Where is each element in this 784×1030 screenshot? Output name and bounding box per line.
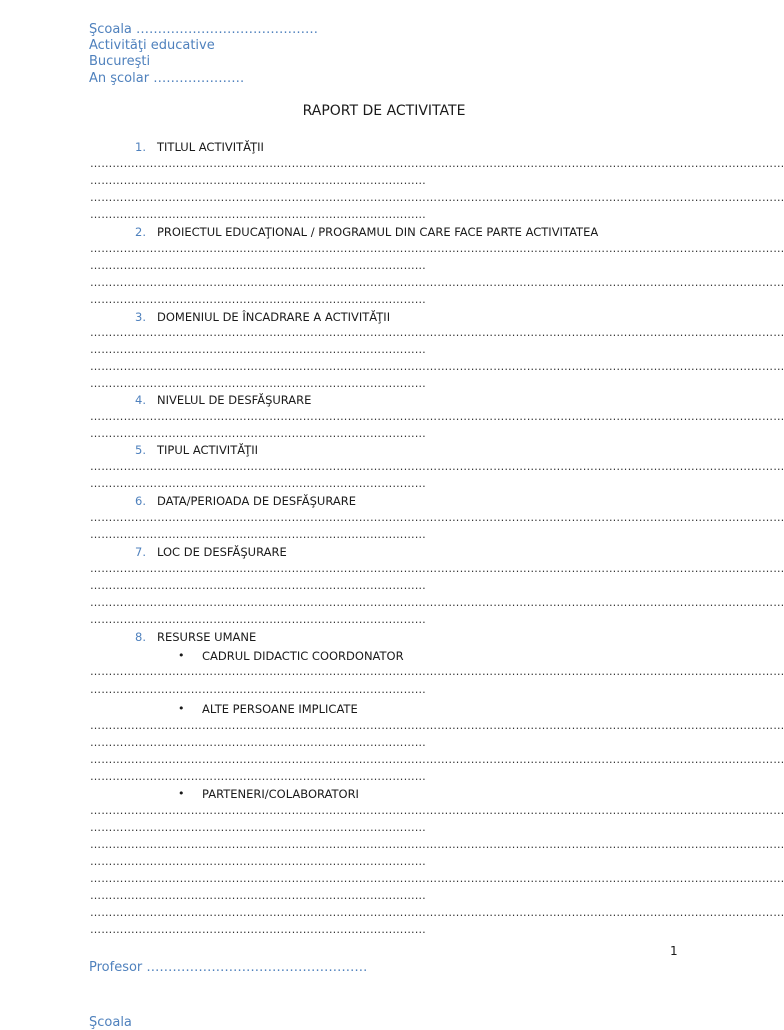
section-number: 6. [135,494,146,508]
dotted-line: …………………………………………………………………………………………………………………………………………………………………… [90,326,784,339]
dotted-line: …………………………………………………………………………………………………………………………………………………………………… [90,596,784,609]
dotted-line: …………………………………………………………………………………………………………………………………………………………………… [90,191,784,204]
activity-line: Activităţi educative [89,38,215,53]
section-number: 5. [135,443,146,457]
dotted-line: ……………………………………………………………………………… [90,889,426,902]
section-heading: LOC DE DESFĂŞURARE [157,545,287,559]
dotted-line: ……………………………………………………………………………… [90,528,426,541]
dotted-line: …………………………………………………………………………………………………………………………………………………………………… [90,753,784,766]
document-title: RAPORT DE ACTIVITATE [302,103,466,119]
section-heading: TIPUL ACTIVITĂŢII [157,443,259,457]
dotted-line: ……………………………………………………………………………… [90,923,426,936]
city-line: Bucureşti [89,54,151,69]
dotted-line: …………………………………………………………………………………………………………………………………………………………………… [90,360,784,373]
dotted-line: ……………………………………………………………………………… [90,343,426,356]
dotted-line: …………………………………………………………………………………………………………………………………………………………………… [90,665,784,678]
section-heading: NIVELUL DE DESFĂŞURARE [157,393,312,407]
dotted-line: ……………………………………………………………………………… [90,174,426,187]
dotted-line: ……………………………………………………………………………… [90,293,426,306]
dotted-line: …………………………………………………………………………………………………………………………………………………………………… [90,719,784,732]
dotted-line: …………………………………………………………………………………………………………………………………………………………………… [90,872,784,885]
dotted-line: ……………………………………………………………………………… [90,821,426,834]
dotted-line: ……………………………………………………………………………… [90,579,426,592]
dotted-line: …………………………………………………………………………………………………………………………………………………………………… [90,242,784,255]
dotted-line: …………………………………………………………………………………………………………………………………………………………………… [90,562,784,575]
dotted-line: ……………………………………………………………………………… [90,683,426,696]
dotted-line: …………………………………………………………………………………………………………………………………………………………………… [90,276,784,289]
section-number: 3. [135,310,146,324]
page-number: 1 [670,944,678,958]
bullet-icon: • [178,787,185,800]
dotted-line: ……………………………………………………………………………… [90,770,426,783]
dotted-line: …………………………………………………………………………………………………………………………………………………………………… [90,157,784,170]
next-page-school-line: Şcoala [89,1015,132,1030]
dotted-line: ……………………………………………………………………………… [90,377,426,390]
section-number: 4. [135,393,146,407]
dotted-line: ……………………………………………………………………………… [90,259,426,272]
bullet-heading: ALTE PERSOANE IMPLICATE [202,702,358,716]
section-heading: DATA/PERIOADA DE DESFĂŞURARE [157,494,356,508]
dotted-line: …………………………………………………………………………………………………………………………………………………………………… [90,804,784,817]
dotted-line: …………………………………………………………………………………………………………………………………………………………………… [90,906,784,919]
bullet-icon: • [178,702,185,715]
dotted-line: …………………………………………………………………………………………………………………………………………………………………… [90,410,784,423]
dotted-line: ……………………………………………………………………………… [90,427,426,440]
school-year-line: An şcolar ………………… [89,71,245,86]
bullet-heading: CADRUL DIDACTIC COORDONATOR [202,649,404,663]
school-line: Şcoala …………………………………… [89,22,319,37]
section-heading: DOMENIUL DE ÎNCADRARE A ACTIVITĂŢII [157,310,391,324]
section-number: 1. [135,140,146,154]
section-heading: PROIECTUL EDUCAŢIONAL / PROGRAMUL DIN CARE FACE PARTE ACTIVITATEA [157,225,599,239]
section-heading: TITLUL ACTIVITĂŢII [157,140,264,154]
dotted-line: ……………………………………………………………………………… [90,208,426,221]
bullet-icon: • [178,649,185,662]
section-heading: RESURSE UMANE [157,630,257,644]
section-number: 7. [135,545,146,559]
dotted-line: …………………………………………………………………………………………………………………………………………………………………… [90,460,784,473]
dotted-line: …………………………………………………………………………………………………………………………………………………………………… [90,838,784,851]
dotted-line: …………………………………………………………………………………………………………………………………………………………………… [90,511,784,524]
dotted-line: ……………………………………………………………………………… [90,477,426,490]
section-number: 2. [135,225,146,239]
dotted-line: ……………………………………………………………………………… [90,736,426,749]
dotted-line: ……………………………………………………………………………… [90,855,426,868]
section-number: 8. [135,630,146,644]
bullet-heading: PARTENERI/COLABORATORI [202,787,359,801]
dotted-line: ……………………………………………………………………………… [90,613,426,626]
teacher-line: Profesor …………………………………………… [89,960,368,975]
